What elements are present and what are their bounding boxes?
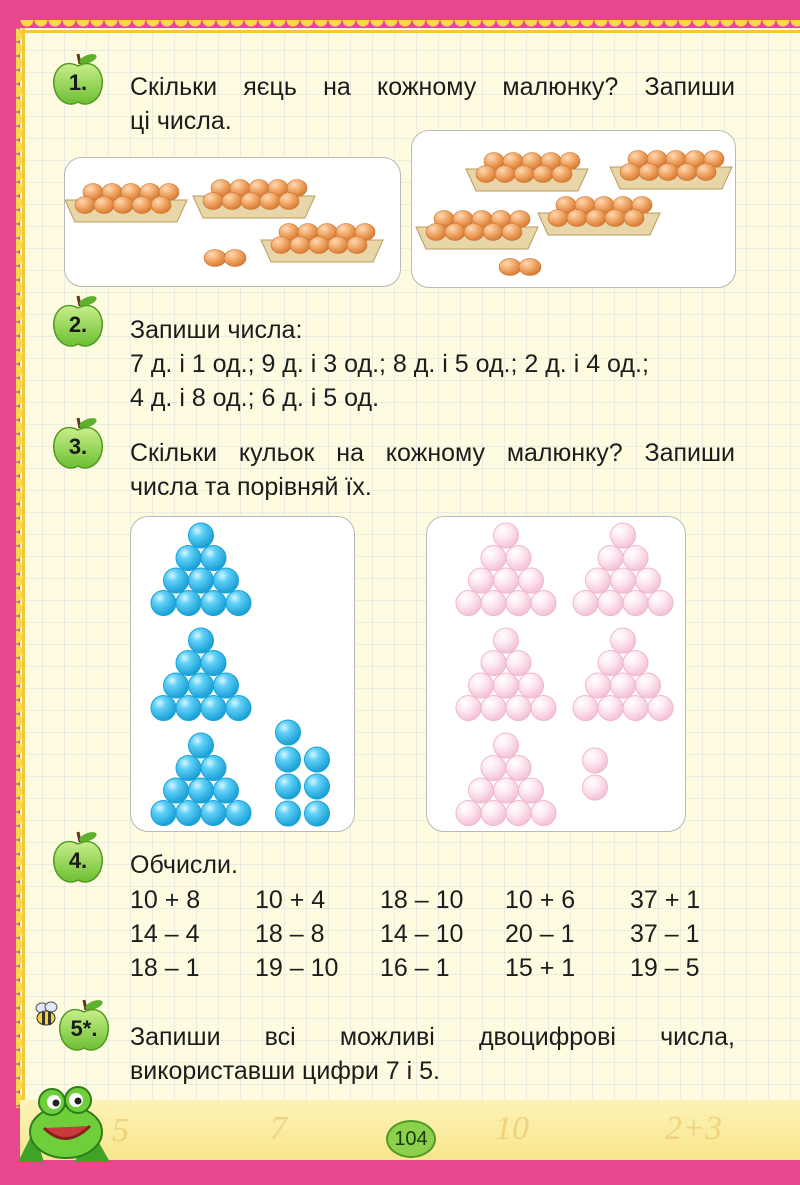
task-1-line-1: Скільки яєць на кожному малюнку? Запиши bbox=[130, 73, 735, 101]
task-1-line-2: ці числа. bbox=[130, 107, 232, 135]
task-1-apple-icon bbox=[50, 50, 106, 108]
ball bbox=[506, 696, 531, 721]
ball bbox=[164, 673, 189, 698]
egg bbox=[279, 193, 299, 210]
ball bbox=[189, 778, 214, 803]
ball bbox=[189, 628, 214, 653]
egg bbox=[445, 224, 465, 241]
ball bbox=[611, 568, 636, 593]
egg bbox=[290, 237, 310, 254]
egg bbox=[696, 164, 716, 181]
calc-expression: 18 – 8 bbox=[255, 920, 325, 948]
egg bbox=[533, 166, 553, 183]
ball bbox=[481, 546, 506, 571]
page-number: 104 bbox=[394, 1128, 428, 1150]
ball bbox=[481, 756, 506, 781]
egg-tray bbox=[193, 180, 315, 219]
ball bbox=[176, 546, 201, 571]
decor-digit: 7 bbox=[270, 1110, 287, 1147]
egg bbox=[260, 193, 280, 210]
ball bbox=[494, 628, 519, 653]
ball bbox=[494, 568, 519, 593]
egg bbox=[483, 224, 503, 241]
task-4-line-1: Обчисли. bbox=[130, 851, 238, 879]
ball bbox=[456, 801, 481, 826]
ball bbox=[573, 696, 598, 721]
ball bbox=[506, 651, 531, 676]
ball bbox=[494, 523, 519, 548]
task-3-apple-icon bbox=[50, 414, 106, 472]
ball bbox=[481, 651, 506, 676]
task-number: 4. bbox=[68, 848, 88, 873]
ball bbox=[305, 747, 330, 772]
ball bbox=[276, 747, 301, 772]
ball bbox=[164, 778, 189, 803]
egg bbox=[677, 164, 697, 181]
ball bbox=[176, 696, 201, 721]
task-4-apple-icon bbox=[50, 828, 106, 886]
ball bbox=[636, 568, 661, 593]
task-number: 5*. bbox=[70, 1016, 98, 1041]
bottom-pink-strip bbox=[0, 1160, 800, 1185]
ball bbox=[519, 778, 544, 803]
ball bbox=[151, 801, 176, 826]
egg bbox=[658, 164, 678, 181]
egg bbox=[548, 210, 568, 227]
ball bbox=[598, 591, 623, 616]
calc-expression: 19 – 5 bbox=[630, 954, 700, 982]
calc-expression: 14 – 4 bbox=[130, 920, 200, 948]
ball bbox=[214, 673, 239, 698]
ball bbox=[611, 673, 636, 698]
egg-tray bbox=[538, 197, 660, 236]
egg bbox=[502, 224, 522, 241]
loose-egg bbox=[499, 259, 521, 276]
task-5-line-2: використавши цифри 7 і 5. bbox=[130, 1057, 440, 1085]
ball bbox=[506, 756, 531, 781]
ball bbox=[519, 673, 544, 698]
ball bbox=[189, 523, 214, 548]
ball bbox=[611, 523, 636, 548]
ball bbox=[151, 591, 176, 616]
ball bbox=[469, 568, 494, 593]
top-border-line bbox=[20, 30, 800, 33]
task-2-line-2: 7 д. і 1 од.; 9 д. і 3 од.; 8 д. і 5 од.; 2 д. і 4 од.; bbox=[130, 350, 649, 378]
egg bbox=[271, 237, 291, 254]
ball bbox=[623, 591, 648, 616]
task-2-line-3: 4 д. і 8 од.; 6 д. і 5 од. bbox=[130, 384, 380, 412]
egg bbox=[309, 237, 329, 254]
ball bbox=[176, 801, 201, 826]
ball bbox=[519, 568, 544, 593]
ball bbox=[481, 591, 506, 616]
egg bbox=[514, 166, 534, 183]
ball bbox=[176, 651, 201, 676]
ball bbox=[214, 568, 239, 593]
ball bbox=[456, 591, 481, 616]
ball bbox=[598, 651, 623, 676]
ball bbox=[305, 774, 330, 799]
calc-expression: 16 – 1 bbox=[380, 954, 450, 982]
calc-expression: 18 – 1 bbox=[130, 954, 200, 982]
ball bbox=[151, 696, 176, 721]
task-number: 1. bbox=[68, 70, 88, 95]
task-2-line-1: Запиши числа: bbox=[130, 316, 303, 344]
decor-digit: 2+3 bbox=[665, 1110, 722, 1147]
egg bbox=[75, 197, 95, 214]
ball bbox=[276, 720, 301, 745]
ball bbox=[201, 591, 226, 616]
calc-expression: 19 – 10 bbox=[255, 954, 339, 982]
eggs-picture-right bbox=[411, 130, 736, 288]
task-number: 3. bbox=[68, 434, 88, 459]
ball bbox=[623, 546, 648, 571]
eggs-picture-left bbox=[64, 157, 401, 287]
calc-expression: 14 – 10 bbox=[380, 920, 464, 948]
ball bbox=[598, 696, 623, 721]
egg bbox=[426, 224, 446, 241]
ball bbox=[305, 801, 330, 826]
ball bbox=[481, 801, 506, 826]
ball bbox=[573, 591, 598, 616]
ball bbox=[201, 546, 226, 571]
ball bbox=[469, 778, 494, 803]
egg bbox=[476, 166, 496, 183]
ball bbox=[506, 591, 531, 616]
calc-expression: 10 + 4 bbox=[255, 886, 326, 914]
task-5-line-1: Запиши всі можливі двоцифрові числа, bbox=[130, 1023, 735, 1051]
ball bbox=[226, 696, 251, 721]
page-number-badge bbox=[386, 1120, 436, 1158]
ball bbox=[611, 628, 636, 653]
egg bbox=[639, 164, 659, 181]
loose-egg bbox=[224, 250, 246, 267]
calc-expression: 10 + 8 bbox=[130, 886, 201, 914]
ball bbox=[494, 733, 519, 758]
ball bbox=[648, 591, 673, 616]
calc-expression: 20 – 1 bbox=[505, 920, 575, 948]
calc-expression: 10 + 6 bbox=[505, 886, 576, 914]
calc-expression: 37 + 1 bbox=[630, 886, 701, 914]
egg bbox=[624, 210, 644, 227]
ball bbox=[201, 696, 226, 721]
ball bbox=[176, 756, 201, 781]
task-number: 2. bbox=[68, 312, 88, 337]
egg bbox=[203, 193, 223, 210]
ball bbox=[189, 568, 214, 593]
ball bbox=[176, 591, 201, 616]
loose-egg bbox=[519, 259, 541, 276]
ball bbox=[469, 673, 494, 698]
loose-egg bbox=[204, 250, 226, 267]
ball bbox=[636, 673, 661, 698]
egg bbox=[605, 210, 625, 227]
egg bbox=[567, 210, 587, 227]
ball bbox=[531, 696, 556, 721]
balls-picture-blue bbox=[130, 516, 355, 832]
ball bbox=[226, 591, 251, 616]
egg-tray bbox=[466, 153, 588, 192]
ball bbox=[276, 801, 301, 826]
calc-expression: 15 + 1 bbox=[505, 954, 576, 982]
ball bbox=[623, 696, 648, 721]
ball bbox=[623, 651, 648, 676]
left-border-line bbox=[22, 28, 25, 1108]
ball bbox=[214, 778, 239, 803]
egg bbox=[151, 197, 171, 214]
egg bbox=[586, 210, 606, 227]
egg bbox=[495, 166, 515, 183]
ball bbox=[506, 801, 531, 826]
ball bbox=[598, 546, 623, 571]
egg bbox=[94, 197, 114, 214]
egg bbox=[222, 193, 242, 210]
ball bbox=[586, 673, 611, 698]
ball bbox=[189, 673, 214, 698]
task-3-line-2: числа та порівняй їх. bbox=[130, 473, 372, 501]
egg-tray bbox=[261, 224, 383, 263]
calc-grid bbox=[130, 883, 730, 987]
egg-tray bbox=[610, 151, 732, 190]
ball bbox=[586, 568, 611, 593]
balls-picture-pink bbox=[426, 516, 686, 832]
ball bbox=[648, 696, 673, 721]
egg bbox=[347, 237, 367, 254]
decor-digit: 5 bbox=[112, 1112, 129, 1149]
task-3-line-1: Скільки кульок на кожному малюнку? Запиши bbox=[130, 439, 735, 467]
ball bbox=[494, 673, 519, 698]
ball bbox=[456, 696, 481, 721]
calc-expression: 18 – 10 bbox=[380, 886, 464, 914]
egg bbox=[113, 197, 133, 214]
egg bbox=[241, 193, 261, 210]
egg bbox=[552, 166, 572, 183]
ball bbox=[494, 778, 519, 803]
egg bbox=[328, 237, 348, 254]
frog-icon bbox=[14, 1070, 114, 1162]
ball bbox=[481, 696, 506, 721]
egg-tray bbox=[65, 184, 187, 223]
decor-digit: 10 bbox=[495, 1110, 529, 1147]
ball bbox=[583, 748, 608, 773]
ball bbox=[583, 775, 608, 800]
egg bbox=[132, 197, 152, 214]
ball bbox=[201, 651, 226, 676]
ball bbox=[164, 568, 189, 593]
egg-tray bbox=[416, 211, 538, 250]
ball bbox=[226, 801, 251, 826]
task-5-apple-icon bbox=[56, 996, 112, 1054]
ball bbox=[531, 801, 556, 826]
ball bbox=[201, 801, 226, 826]
ball bbox=[201, 756, 226, 781]
task-2-apple-icon bbox=[50, 292, 106, 350]
egg bbox=[464, 224, 484, 241]
ball bbox=[506, 546, 531, 571]
calc-expression: 37 – 1 bbox=[630, 920, 700, 948]
ball bbox=[531, 591, 556, 616]
ball bbox=[189, 733, 214, 758]
ball bbox=[276, 774, 301, 799]
egg bbox=[620, 164, 640, 181]
